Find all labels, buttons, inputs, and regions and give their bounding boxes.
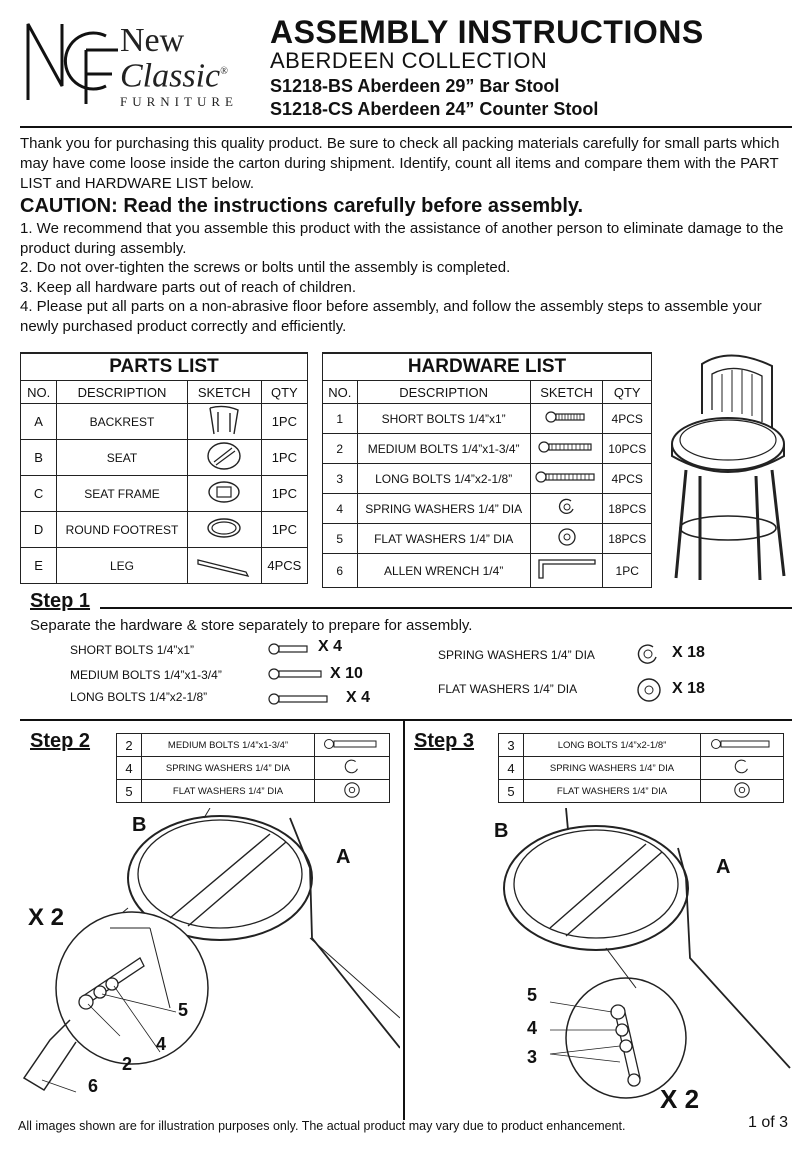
document-title: ASSEMBLY INSTRUCTIONS: [270, 14, 704, 50]
hw-qty: 18PCS: [603, 524, 652, 554]
table-row: [323, 434, 652, 464]
table-row: [323, 524, 652, 554]
hw-sketch: [530, 434, 603, 464]
hw-desc: LONG BOLTS 1/4”x2-1/8”: [524, 734, 701, 757]
part-qty: 4PCS: [261, 548, 307, 584]
part-sketch: [187, 512, 261, 548]
col-qty: QTY: [603, 381, 652, 404]
model-line-2: S1218-CS Aberdeen 24” Counter Stool: [270, 99, 599, 119]
table-row: [499, 734, 784, 757]
table-row: [323, 404, 652, 434]
part-desc: SEAT: [57, 440, 187, 476]
hw-desc: SPRING WASHERS 1/4” DIA: [142, 757, 315, 780]
hw-desc: SPRING WASHERS 1/4” DIA: [524, 757, 701, 780]
step1-title: Step 1: [30, 590, 91, 612]
rule-item: 4. Please put all parts on a non-abrasive floor before assembly, and follow the assembly steps to assemble your newly purchased product correctly and efficiently.: [20, 298, 762, 335]
step2-hardware-table: [116, 733, 390, 803]
hardware-list-table: [322, 352, 652, 588]
table-row: [21, 548, 308, 584]
hw-no: 1: [323, 404, 358, 434]
table-row: [117, 734, 390, 757]
rule-item: 2. Do not over-tighten the screws or bolts until the assembly is completed.: [20, 259, 511, 276]
hw-desc: FLAT WASHERS 1/4” DIA: [142, 780, 315, 803]
hw-sketch: [530, 554, 603, 588]
callout-6: 6: [88, 1076, 99, 1096]
callout-4: 4: [527, 1018, 538, 1038]
footer-note: All images shown are for illustration purposes only. The actual product may vary due to product enhancement.: [18, 1119, 626, 1133]
hw-sketch: [315, 734, 390, 757]
hw-sketch: [530, 464, 603, 494]
label-x2: X 2: [660, 1084, 700, 1114]
hw-no: 2: [117, 734, 142, 757]
part-qty: 1PC: [261, 440, 307, 476]
step1-item-count: X 10: [330, 665, 363, 682]
label-x2: X 2: [28, 904, 65, 931]
hw-desc: LONG BOLTS 1/4”x2-1/8”: [357, 464, 530, 494]
hw-desc: SHORT BOLTS 1/4”x1”: [357, 404, 530, 434]
hw-no: 4: [117, 757, 142, 780]
brand-line2: [120, 56, 238, 95]
table-row: [323, 464, 652, 494]
hw-desc: MEDIUM BOLTS 1/4”x1-3/4”: [357, 434, 530, 464]
bolt-icon: [323, 738, 381, 750]
step1-item-label: SPRING WASHERS 1/4” DIA: [438, 648, 595, 662]
spring-washer-icon: [557, 497, 577, 517]
hw-desc: ALLEN WRENCH 1/4”: [357, 554, 530, 588]
label-b: B: [132, 814, 147, 836]
step1-item-label: FLAT WASHERS 1/4” DIA: [438, 682, 578, 696]
parts-list-table: [20, 352, 308, 584]
callout-2: 2: [122, 1054, 133, 1074]
brand-line2-text: Classic: [120, 57, 221, 95]
flat-washer-icon: [636, 677, 662, 703]
part-sketch: [187, 548, 261, 584]
hw-sketch: [315, 757, 390, 780]
step1-divider: [100, 607, 792, 609]
bar-stool-illustration: [664, 352, 794, 584]
hw-sketch: [530, 404, 603, 434]
step1-item-count: X 18: [672, 680, 705, 697]
bolt-icon: [268, 692, 332, 706]
ncf-logo-icon: [22, 16, 122, 108]
collection-name: ABERDEEN COLLECTION: [270, 48, 548, 73]
table-row: [117, 757, 390, 780]
intro-paragraph: Thank you for purchasing this quality product. Be sure to check all packing materials carefully for small parts which may have come loose inside the carton during shipment. Identify, count all items and compare them with the PART LIST and HARDWARE LIST below.: [20, 135, 780, 192]
part-qty: 1PC: [261, 476, 307, 512]
table-row: [21, 512, 308, 548]
hw-no: 5: [499, 780, 524, 803]
part-no: B: [21, 440, 57, 476]
part-desc: BACKREST: [57, 404, 187, 440]
bolt-icon: [545, 410, 589, 424]
rule-item: 3. Keep all hardware parts out of reach of children.: [20, 278, 357, 296]
logo-letters: NCF: [72, 66, 75, 67]
label-a: A: [336, 846, 351, 868]
part-no: A: [21, 404, 57, 440]
brand-line3: FURNITURE: [120, 94, 238, 110]
step1-text: Separate the hardware & store separately to prepare for assembly.: [30, 617, 473, 634]
spring-washer-icon: [636, 642, 660, 666]
callout-3: 3: [527, 1047, 538, 1067]
hw-qty: 4PCS: [603, 404, 652, 434]
step1-item-label: LONG BOLTS 1/4”x2-1/8”: [70, 690, 208, 704]
registered-mark: ®: [220, 66, 228, 77]
hw-qty: 1PC: [603, 554, 652, 588]
hw-no: 4: [499, 757, 524, 780]
header-divider: [20, 126, 792, 128]
bolt-icon: [268, 667, 326, 681]
spring-washer-icon: [343, 758, 361, 776]
table-row: [21, 476, 308, 512]
hw-qty: 10PCS: [603, 434, 652, 464]
step1-item-count: X 4: [346, 689, 371, 706]
model-line-1: S1218-BS Aberdeen 29” Bar Stool: [270, 76, 560, 96]
seat-frame-icon: [204, 476, 244, 508]
table-row: [323, 494, 652, 524]
seat-icon: [204, 440, 244, 472]
hw-no: 3: [323, 464, 358, 494]
bolt-icon: [710, 738, 774, 750]
table-row: [499, 780, 784, 803]
bolt-icon: [268, 642, 312, 656]
hw-no: 4: [323, 494, 358, 524]
hw-no: 2: [323, 434, 358, 464]
hw-desc: FLAT WASHERS 1/4” DIA: [524, 780, 701, 803]
hw-no: 6: [323, 554, 358, 588]
flat-washer-icon: [733, 781, 751, 799]
leg-icon: [196, 548, 252, 580]
col-description: DESCRIPTION: [357, 381, 530, 404]
hw-desc: MEDIUM BOLTS 1/4”x1-3/4”: [142, 734, 315, 757]
rules-list: [20, 219, 790, 336]
step3-title: Step 3: [414, 730, 475, 752]
table-row: [117, 780, 390, 803]
col-sketch: SKETCH: [187, 381, 261, 404]
allen-wrench-icon: [535, 556, 599, 582]
col-no: NO.: [21, 381, 57, 404]
step3-hardware-table: [498, 733, 784, 803]
part-desc: LEG: [57, 548, 187, 584]
col-no: NO.: [323, 381, 358, 404]
callout-4: 4: [156, 1034, 167, 1054]
flat-washer-icon: [343, 781, 361, 799]
part-qty: 1PC: [261, 512, 307, 548]
part-no: E: [21, 548, 57, 584]
part-qty: 1PC: [261, 404, 307, 440]
flat-washer-icon: [557, 527, 577, 547]
table-row: [499, 757, 784, 780]
page-number: 1 of 3: [748, 1114, 789, 1131]
hw-desc: FLAT WASHERS 1/4” DIA: [357, 524, 530, 554]
brand-name: [120, 22, 238, 110]
hw-qty: 18PCS: [603, 494, 652, 524]
hw-sketch: [530, 494, 603, 524]
part-sketch: [187, 440, 261, 476]
rule-item: 1. We recommend that you assemble this product with the assistance of another person to eliminate damage to the product during assembly.: [20, 220, 784, 257]
hw-sketch: [701, 780, 784, 803]
step1-item-label: MEDIUM BOLTS 1/4”x1-3/4”: [70, 668, 222, 682]
col-qty: QTY: [261, 381, 307, 404]
hw-sketch: [701, 757, 784, 780]
step3-diagram: [410, 808, 792, 1108]
footrest-icon: [204, 512, 244, 544]
label-b: B: [494, 820, 509, 842]
bolt-icon: [538, 440, 596, 454]
hw-no: 5: [117, 780, 142, 803]
hw-no: 5: [323, 524, 358, 554]
step1-bottom-divider: [20, 719, 792, 721]
hw-sketch: [530, 524, 603, 554]
backrest-icon: [204, 404, 244, 436]
part-no: C: [21, 476, 57, 512]
hw-desc: SPRING WASHERS 1/4” DIA: [357, 494, 530, 524]
spring-washer-icon: [733, 758, 751, 776]
callout-5: 5: [527, 985, 538, 1005]
part-no: D: [21, 512, 57, 548]
steps-divider: [403, 720, 405, 1120]
hw-sketch: [315, 780, 390, 803]
brand-line1: New: [120, 22, 185, 59]
table-row: [323, 554, 652, 588]
label-a: A: [716, 856, 731, 878]
hw-sketch: [701, 734, 784, 757]
col-description: DESCRIPTION: [57, 381, 187, 404]
table-row: [21, 440, 308, 476]
part-sketch: [187, 404, 261, 440]
callout-5: 5: [178, 1000, 189, 1020]
table-row: [21, 404, 308, 440]
parts-list-title: PARTS LIST: [21, 353, 308, 381]
part-desc: SEAT FRAME: [57, 476, 187, 512]
step1-item-count: X 18: [672, 644, 705, 661]
hw-qty: 4PCS: [603, 464, 652, 494]
step2-title: Step 2: [30, 730, 91, 752]
step1-item-count: X 4: [318, 638, 343, 655]
col-sketch: SKETCH: [530, 381, 603, 404]
part-desc: ROUND FOOTREST: [57, 512, 187, 548]
part-sketch: [187, 476, 261, 512]
hardware-list-title: HARDWARE LIST: [323, 353, 652, 381]
caution-heading: CAUTION: Read the instructions carefully before assembly.: [20, 195, 584, 217]
step1-item-label: SHORT BOLTS 1/4”x1”: [70, 643, 195, 657]
bolt-icon: [535, 470, 599, 484]
hw-no: 3: [499, 734, 524, 757]
